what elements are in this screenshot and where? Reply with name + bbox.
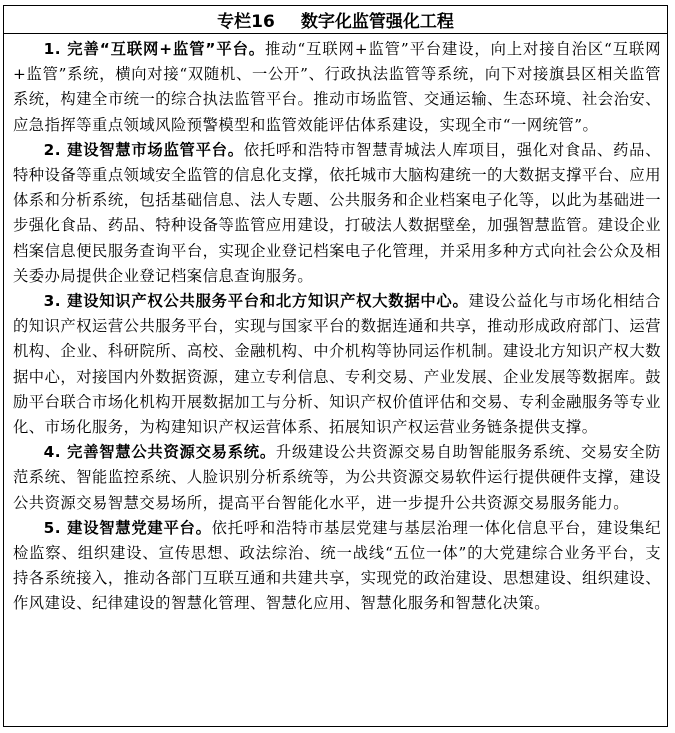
- section-paragraph: [13, 440, 661, 516]
- column-box: [3, 5, 668, 727]
- box-title: 数字化监管强化工程: [300, 12, 454, 32]
- box-title-row: [4, 6, 667, 34]
- section-body: 依托呼和浩特市基层党建与基层治理一体化信息平台，建设集纪检监察、组织建设、宣传思想、政法综治、统一战线“五位一体”的大党建综合业务平台，支持各系统接入，推动各部门互联互通和共建共享，实现党的政治建设、思想建设、组织建设、作风建设、纪律建设的智慧化管理、智慧化应用、智慧化服务和智慧化决策。: [13, 518, 661, 613]
- section-heading: 4. 完善智慧公共资源交易系统。: [43, 443, 276, 462]
- section-body: 升级建设公共资源交易自助智能服务系统、交易安全防范系统、智能监控系统、人脸识别分析系统等，为公共资源交易软件运行提供硬件支撑，建设公共资源交易智慧交易场所，提高平台智能化水平，进一步提升公共资源交易服务能力。: [13, 443, 662, 512]
- section-paragraph: [13, 516, 661, 617]
- section-heading: 1. 完善“互联网+监管”平台。: [43, 40, 265, 58]
- section-heading: 5. 建设智慧党建平台。: [43, 518, 212, 537]
- section-body: 推动“互联网+监管”平台建设，向上对接自治区“互联网+监管”系统，横向对接“双随机、一公开”、行政执法监管等系统，向下对接旗县区相关监管系统，构建全市统一的综合执法监管平台。推动市场监管、交通运输、生态环境、社会治安、应急指挥等重点领域风险预警模型和监管效能评估体系建设，实现全市“一网统管”。: [13, 40, 661, 134]
- section-paragraph: [13, 37, 661, 138]
- box-label: 专栏16: [217, 12, 275, 32]
- section-body: 依托呼和浩特市智慧青城法人库项目，强化对食品、药品、特种设备等重点领域安全监管的信息化支撑，依托城市大脑构建统一的大数据支撑平台、应用体系和分析系统，包括基础信息、法人专题、公共服务和企业档案电子化等，以此为基础进一步强化食品、药品、特种设备等监管应用建设，打破法人数据壁垒，加强智慧监管。建设企业档案信息便民服务查询平台，实现企业登记档案电子化管理，并采用多种方式向社会公众及相关委办局提供企业登记档案信息查询服务。: [13, 140, 661, 285]
- box-content: [4, 34, 667, 617]
- section-heading: 2. 建设智慧市场监管平台。: [43, 140, 244, 159]
- section-body: 建设公益化与市场化相结合的知识产权运营公共服务平台，实现与国家平台的数据连通和共享，推动形成政府部门、运营机构、企业、科研院所、高校、金融机构、中介机构等协同运作机制。建设北方知识产权大数据中心，对接国内外数据资源，建立专利信息、专利交易、产业发展、企业发展等数据库。鼓励平台联合市场化机构开展数据加工与分析、知识产权价值评估和交易、专利金融服务等专业化、市场化服务，为构建知识产权运营体系、拓展知识产权运营业务链条提供支撑。: [13, 292, 661, 437]
- section-heading: 3. 建设知识产权公共服务平台和北方知识产权大数据中心。: [43, 292, 469, 311]
- section-paragraph: [13, 138, 661, 289]
- section-paragraph: [13, 289, 661, 440]
